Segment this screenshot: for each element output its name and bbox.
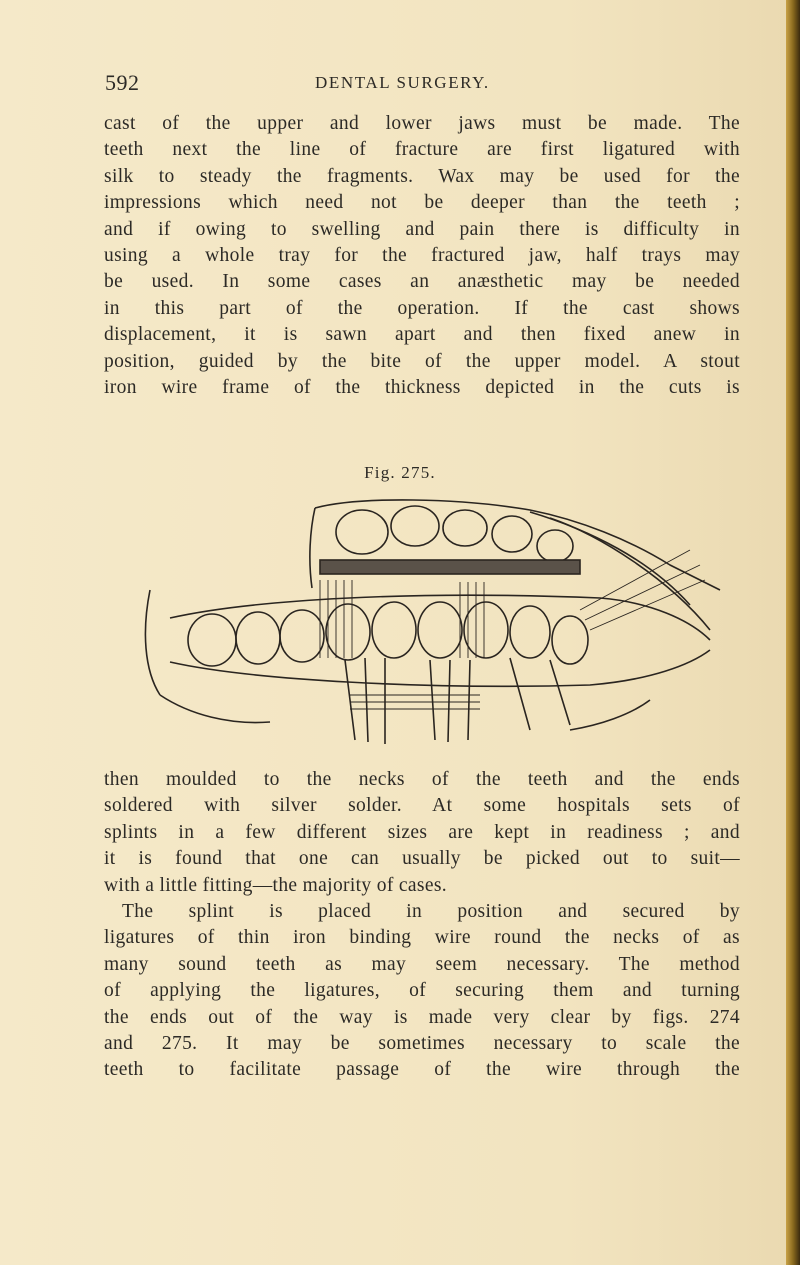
text-line: be used. In some cases an anæsthetic may be needed <box>104 271 740 293</box>
text-line: with a little fitting—the majority of cases. <box>104 874 448 896</box>
text-line: splints in a few different sizes are kept in readiness ; and <box>104 821 740 843</box>
text-line: of applying the ligatures, of securing them and turning <box>104 980 740 1002</box>
page-number: 592 <box>105 70 140 95</box>
text-line: and if owing to swelling and pain there is difficulty in <box>104 218 740 240</box>
text-line: The splint is placed in position and secured by <box>122 901 740 922</box>
text-line: teeth to facilitate passage of the wire through the <box>104 1059 740 1081</box>
book-edge <box>786 0 800 1265</box>
text-line: it is found that one can usually be picked out to suit— <box>104 848 740 870</box>
dental-splint-figure <box>130 490 730 746</box>
text-line: silk to steady the fragments. Wax may be used for the <box>104 165 740 187</box>
text-line: displacement, it is sawn apart and then fixed anew in <box>104 324 740 346</box>
text-line: many sound teeth as may seem necessary. The method <box>104 953 740 975</box>
running-head: DENTAL SURGERY. <box>315 73 490 92</box>
text-line: iron wire frame of the thickness depicted in the cuts is <box>104 376 740 398</box>
dental-splint-illustration <box>130 490 730 746</box>
text-line: ligatures of thin iron binding wire round the necks of as <box>104 927 740 949</box>
text-line: impressions which need not be deeper than the teeth ; <box>104 192 740 214</box>
text-line: cast of the upper and lower jaws must be made. The <box>104 113 740 134</box>
text-line: then moulded to the necks of the teeth and the ends <box>104 769 740 790</box>
paragraph-top <box>104 111 740 401</box>
text-line: soldered with silver solder. At some hospitals sets of <box>104 795 740 817</box>
text-line: position, guided by the bite of the upper model. A stout <box>104 350 740 372</box>
text-line: using a whole tray for the fractured jaw, half trays may <box>104 244 740 266</box>
figure-caption: Fig. 275. <box>364 463 436 482</box>
text-line: in this part of the operation. If the cast shows <box>104 297 740 319</box>
paragraph-bottom-2 <box>104 899 740 1084</box>
paragraph-bottom-1 <box>104 767 740 899</box>
text-line: and 275. It may be sometimes necessary to scale the <box>104 1032 740 1054</box>
text-line: the ends out of the way is made very clear by figs. 274 <box>104 1006 740 1028</box>
page-header <box>105 70 705 96</box>
text-line: teeth next the line of fracture are first ligatured with <box>104 139 740 161</box>
